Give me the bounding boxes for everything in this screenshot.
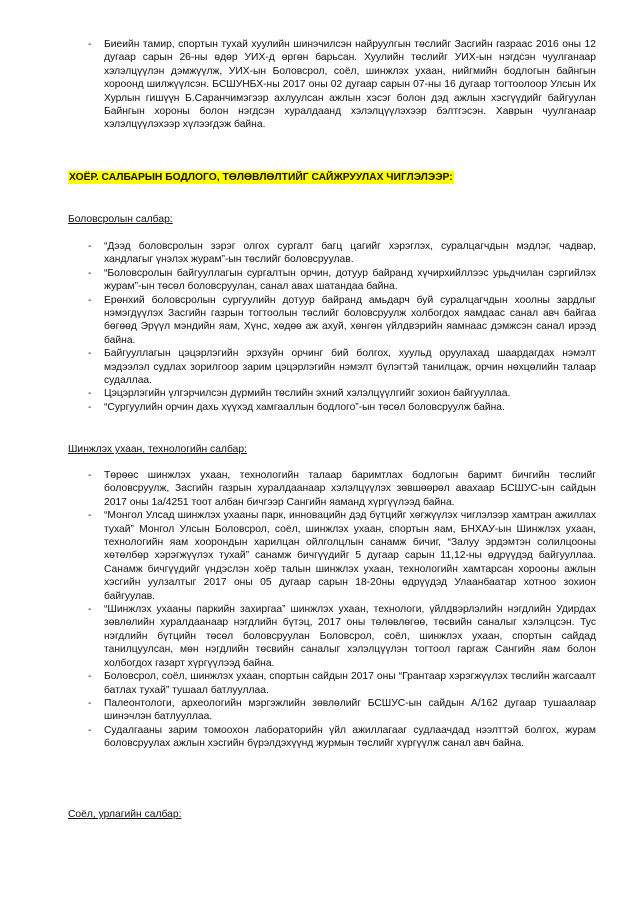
list-item: - Палеонтологи, археологийн мэргэжлийн зөвлөлийг БСШУС-ын сайдын А/162 дугаар тушаалаар шинэчлэн батлууллаа.: [68, 697, 596, 724]
education-subheading: Боловсролын салбар:: [68, 214, 173, 225]
list-item: - Байгууллагын цэцэрлэгийн эрхзүйн орчинг бий болгох, хуульд оруулахад шаардагдах нэмэлт мэдээлэл судлах зорилгоор зарим цэцэрлэгийн нэмэлт бүлэгтэй танилцаж, орчин нөхцөлийн талаар судаллаа.: [68, 347, 596, 387]
list-item: - Ерөнхий боловсролын сургуулийн дотуур байранд амьдарч буй суралцагчдын хоолны зардлыг нэмэгдүүлэх Засгийн газрын тогтоолын төслийг боловсруулж холбогдох яамдаас санал авч байгаа бөгөөд Эрүүл мэндийн яам, Хүнс, хөдөө аж ахуй, хөнгөн үйлдвэрийн яамнаас дэмжсэн санал ирээд байна.: [68, 294, 596, 348]
culture-subheading: Соёл, урлагийн салбар:: [68, 809, 182, 820]
list-item: - Төрөөс шинжлэх ухаан, технологийн талаар баримтлах бодлогын баримт бичгийн төслийг боловсруулж, Засгийн газрын хуралдаанаар хэлэлцүүлэх зөвшөөрөл авахаар БСШУС-ын сайдын 2017 оны 1а/4251 тоот албан бичгээр Сангийн яаманд хүргүүлээд байна.: [68, 469, 596, 509]
list-item: - Цэцэрлэгийн үлгэрчилсэн дүрмийн төслийн эхний хэлэлцүүлгийг зохион байгууллаа.: [68, 387, 596, 400]
science-list: [68, 469, 596, 751]
list-item: - Судалгааны зарим томоохон лабораторийн үйл ажиллагааг судлаачдад нээлттэй болгох, журам боловсруулах ажлын хэсгийн бүрэлдэхүүнд журмын төслийг хүргүүлж санал авч байна.: [68, 724, 596, 751]
list-item: - Боловсрол, соёл, шинжлэх ухаан, спортын сайдын 2017 оны “Грантаар хэрэгжүүлэх төслийн жагсаалт батлах тухай” тушаал батлууллаа.: [68, 670, 596, 697]
intro-list: [68, 38, 596, 132]
list-item: - Биеийн тамир, спортын тухай хуулийн шинэчилсэн найруулгын төслийг Засгийн газраас 2016 оны 12 дугаар сарын 26-ны өдөр УИХ-д өргөн барьсан. Хуулийн төслийг УИХ-ын нэгдсэн чуулганаар хэлэлцүүлэн дэмжүүлж, УИХ-ын Боловсрол, соёл, шинжлэх ухаан, нийгмийн бодлогын байнгын хороонд шилжүүлсэн. БСШУНБХ-ны 2017 оны 02 дугаар сарын 07-ны 16 дугаар тогтоолоор Улсын Их Хурлын гишүүн Б.Саранчимэгээр ахлуулсан ажлын хэсэг болон дэд ажлын хэсгүүдийг байгуулан Байнгын хороны болон нэгдсэн хуралдаанд хэлэлцүүлэхээр бэлтгэсэн. Хаврын чуулганаар хэлэлцүүлэхээр хүлээгдэж байна.: [68, 38, 596, 132]
list-item: - “Шинжлэх ухааны паркийн захиргаа” шинжлэх ухаан, технологи, үйлдвэрлэлийн нэгдлийн Удирдах зөвлөлийн хуралдаанаар нэгдлийн бүтэц, 2017 оны төлөвлөгөө, төсвийн саналыг хэлэлцсэн. Тус нэгдлийн бүтцийн төсөл боловсруулан Боловсрол, соёл, шинжлэх ухаан, спортын сайдад танилцуулсан, мөн нэгдлийн төсвийн саналыг хэлэлцүүлэн тогтоол гаргаж Сангийн яам болон холбогдох газарт хүргүүлээд байна.: [68, 603, 596, 670]
list-item: - “Сургуулийн орчин дахь хүүхэд хамгааллын бодлого”-ын төсөл боловсруулж байна.: [68, 401, 596, 414]
list-item: - “Монгол Улсад шинжлэх ухааны парк, инновацийн дэд бүтцийг хөгжүүлэх чиглэлээр хамтран ажиллах тухай” Монгол Улсын Боловсрол, соёл, шинжлэх ухаан, спортын яам, БНХАУ-ын Шинжлэх ухаан, технологийн яам хоорондын харилцан ойлголцлын санамж бичиг, “Залуу эрдэмтэн солилцооны хөтөлбөр хэрэгжүүлэх тухай” санамж бичгүүдийг 5 дугаар сарын 11,12-ны өдрүүдэд байгууллаа. Санамж бичгүүдийг үндэслэн хоёр талын шинжлэх ухаан, технологийн хамтарсан хорооны ажлын хэсгийн уулзалтыг 2017 оны 05 дугаар сарын 18-20ны өдрүүдэд Улаанбаатар хотноо зохион байгуулав.: [68, 509, 596, 603]
list-item: - “Боловсролын байгууллагын сургалтын орчин, дотуур байранд хүчирхийллээс урьдчилан сэргийлэх журам”-ын төсөл боловсруулан, санал авах шатандаа байна.: [68, 267, 596, 294]
list-item: - “Дээд боловсролын зэрэг олгох сургалт багц цагийг хэрэглэх, суралцагчдын мэдлэг, чадвар, хандлагыг үнэлэх журам”-ын төслийг боловсруулав.: [68, 240, 596, 267]
science-subheading: Шинжлэх ухаан, технологийн салбар:: [68, 444, 247, 455]
section-heading: ХОЁР. САЛБАРЫН БОДЛОГО, ТӨЛӨВЛӨЛТИЙГ САЙЖРУУЛАХ ЧИГЛЭЛЭЭР:: [69, 172, 453, 183]
education-list: [68, 240, 596, 414]
